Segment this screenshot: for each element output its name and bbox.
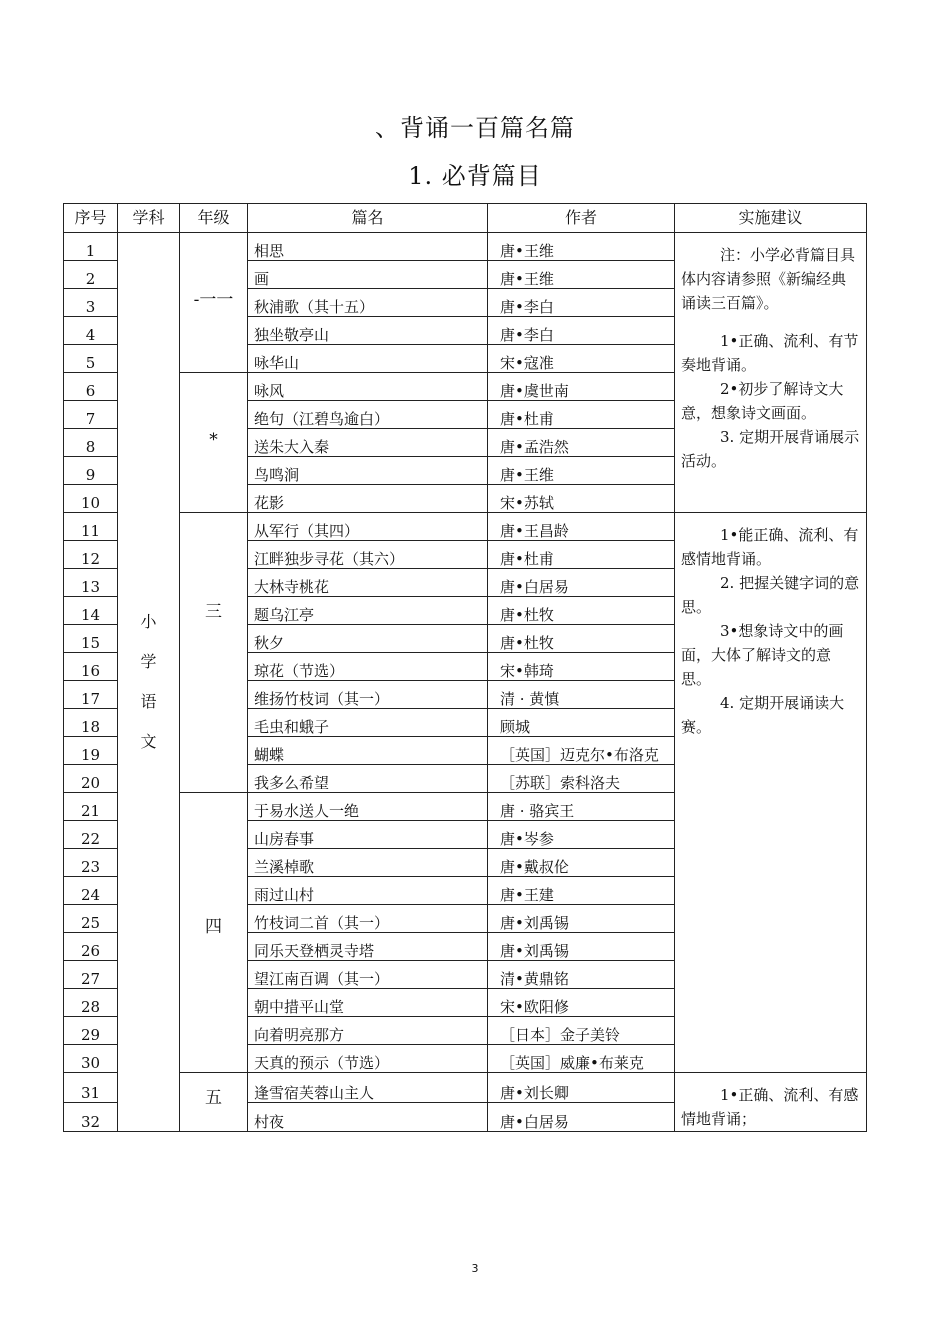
row-number: 23 [64, 849, 118, 877]
table-header-row [64, 204, 867, 233]
row-number: 15 [64, 625, 118, 653]
poem-author: 清 · 黄慎 [488, 681, 675, 709]
poem-title: 竹枝词二首（其一） [248, 905, 488, 933]
poem-author: ［日本］金子美铃 [488, 1017, 675, 1045]
row-number: 25 [64, 905, 118, 933]
grade-cell: * [180, 373, 248, 513]
row-number: 16 [64, 653, 118, 681]
row-number: 6 [64, 373, 118, 401]
suggestion-item: 3. 定期开展背诵展示活动。 [681, 428, 860, 470]
poem-title: 题乌江亭 [248, 597, 488, 625]
row-number: 2 [64, 261, 118, 289]
row-number: 24 [64, 877, 118, 905]
page-number: 3 [471, 1262, 479, 1275]
suggestion-item: 4. 定期开展诵读大赛。 [681, 694, 845, 736]
poem-author: 唐•王维 [488, 261, 675, 289]
section-heading: 1. 必背篇目 [408, 162, 542, 190]
row-number: 22 [64, 821, 118, 849]
row-number: 26 [64, 933, 118, 961]
subject-char: 文 [140, 732, 157, 751]
poem-title: 毛虫和蛾子 [248, 709, 488, 737]
header-grade: 年级 [180, 204, 248, 233]
poem-title: 咏华山 [248, 345, 488, 373]
grade-cell: 四 [180, 793, 248, 1073]
row-number: 14 [64, 597, 118, 625]
poem-author: 唐•王维 [488, 457, 675, 485]
row-number: 10 [64, 485, 118, 513]
poem-title: 逢雪宿芙蓉山主人 [248, 1073, 488, 1103]
poem-title: 独坐敬亭山 [248, 317, 488, 345]
row-number: 32 [64, 1102, 118, 1132]
poem-author: 唐•刘禹锡 [488, 933, 675, 961]
poem-author: 宋•韩琦 [488, 653, 675, 681]
row-number: 27 [64, 961, 118, 989]
poem-author: 唐 · 骆宾王 [488, 793, 675, 821]
poem-title: 我多么希望 [248, 765, 488, 793]
row-number: 8 [64, 429, 118, 457]
poem-author: 清•黄鼎铭 [488, 961, 675, 989]
row-number: 1 [64, 233, 118, 261]
poem-author: 唐•刘长卿 [488, 1073, 675, 1103]
poem-author: 顾城 [488, 709, 675, 737]
poem-title: 咏风 [248, 373, 488, 401]
poem-title: 画 [248, 261, 488, 289]
poem-author: 唐•孟浩然 [488, 429, 675, 457]
recitation-table [63, 203, 867, 1132]
row-number: 31 [64, 1073, 118, 1103]
table-row [64, 233, 867, 261]
row-number: 11 [64, 513, 118, 541]
poem-title: 天真的预示（节选） [248, 1045, 488, 1073]
poem-title: 花影 [248, 485, 488, 513]
poem-author: 唐•白居易 [488, 569, 675, 597]
row-number: 12 [64, 541, 118, 569]
poem-author: ［英国］威廉•布莱克 [488, 1045, 675, 1073]
row-number: 7 [64, 401, 118, 429]
poem-author: 唐•杜甫 [488, 401, 675, 429]
page-heading: 、背诵一百篇名篇 [375, 114, 575, 142]
poem-author: 唐•王维 [488, 233, 675, 261]
poem-title: 绝句（江碧鸟逾白） [248, 401, 488, 429]
poem-author: ［英国］迈克尔•布洛克 [488, 737, 675, 765]
spacer [681, 315, 860, 329]
poem-author: 唐•杜甫 [488, 541, 675, 569]
table-row [64, 513, 867, 541]
suggestion-item: 1•正确、流利、有节奏地背诵。 [681, 332, 859, 374]
poem-author: 唐•李白 [488, 317, 675, 345]
poem-title: 蝴蝶 [248, 737, 488, 765]
grade-cell: -一一 [180, 233, 248, 373]
poem-title: 相思 [248, 233, 488, 261]
poem-author: 宋•寇准 [488, 345, 675, 373]
header-author: 作者 [488, 204, 675, 233]
poem-title: 于易水送人一绝 [248, 793, 488, 821]
poem-author: 唐•白居易 [488, 1102, 675, 1132]
poem-title: 秋夕 [248, 625, 488, 653]
header-num: 序号 [64, 204, 118, 233]
suggestion-item: 1•能正确、流利、有感情地背诵。 [681, 526, 859, 568]
row-number: 17 [64, 681, 118, 709]
row-number: 28 [64, 989, 118, 1017]
row-number: 20 [64, 765, 118, 793]
row-number: 5 [64, 345, 118, 373]
poem-title: 大林寺桃花 [248, 569, 488, 597]
poem-title: 维扬竹枝词（其一） [248, 681, 488, 709]
header-subject: 学科 [118, 204, 180, 233]
row-number: 29 [64, 1017, 118, 1045]
poem-title: 雨过山村 [248, 877, 488, 905]
row-number: 30 [64, 1045, 118, 1073]
poem-title: 琼花（节选） [248, 653, 488, 681]
row-number: 13 [64, 569, 118, 597]
poem-author: 唐•杜牧 [488, 625, 675, 653]
suggestion-item: 2•初步了解诗文大意，想象诗文画面。 [681, 380, 844, 422]
poem-title: 兰溪棹歌 [248, 849, 488, 877]
row-number: 21 [64, 793, 118, 821]
row-number: 9 [64, 457, 118, 485]
poem-author: 唐•刘禹锡 [488, 905, 675, 933]
poem-author: ［苏联］索科洛夫 [488, 765, 675, 793]
header-title: 篇名 [248, 204, 488, 233]
row-number: 18 [64, 709, 118, 737]
row-number: 19 [64, 737, 118, 765]
row-number: 4 [64, 317, 118, 345]
poem-author: 宋•欧阳修 [488, 989, 675, 1017]
poem-author: 唐•王昌龄 [488, 513, 675, 541]
poem-title: 朝中措平山堂 [248, 989, 488, 1017]
poem-author: 唐•岑参 [488, 821, 675, 849]
suggestion-cell [675, 233, 867, 513]
suggestion-item: 2. 把握关键字词的意思。 [681, 574, 860, 616]
poem-title: 望江南百调（其一） [248, 961, 488, 989]
header-suggestion: 实施建议 [675, 204, 867, 233]
poem-title: 秋浦歌（其十五） [248, 289, 488, 317]
subject-cell [118, 233, 180, 1132]
poem-author: 唐•虞世南 [488, 373, 675, 401]
row-number: 3 [64, 289, 118, 317]
subject-char: 小 [140, 612, 157, 631]
poem-author: 唐•王建 [488, 877, 675, 905]
poem-author: 唐•杜牧 [488, 597, 675, 625]
poem-author: 唐•戴叔伦 [488, 849, 675, 877]
poem-title: 江畔独步寻花（其六） [248, 541, 488, 569]
grade-cell: 三 [180, 513, 248, 793]
poem-title: 同乐天登栖灵寺塔 [248, 933, 488, 961]
table-row [64, 1073, 867, 1103]
poem-author: 唐•李白 [488, 289, 675, 317]
subject-char: 学 [140, 652, 157, 671]
poem-title: 向着明亮那方 [248, 1017, 488, 1045]
subject-char: 语 [140, 692, 157, 711]
suggestion-item: 1•正确、流利、有感情地背诵； [681, 1086, 859, 1128]
poem-title: 鸟鸣涧 [248, 457, 488, 485]
suggestion-cell [675, 1073, 867, 1132]
poem-title: 从军行（其四） [248, 513, 488, 541]
poem-author: 宋•苏轼 [488, 485, 675, 513]
subject-label [118, 613, 179, 751]
poem-title: 送朱大入秦 [248, 429, 488, 457]
suggestion-cell [675, 513, 867, 1073]
poem-title: 村夜 [248, 1102, 488, 1132]
suggestion-item: 3•想象诗文中的画面，大体了解诗文的意思。 [681, 622, 844, 688]
poem-title: 山房春事 [248, 821, 488, 849]
suggestion-item: 注：小学必背篇目具体内容请参照《新编经典诵读三百篇》。 [681, 246, 856, 312]
grade-cell: 五 [180, 1073, 248, 1132]
